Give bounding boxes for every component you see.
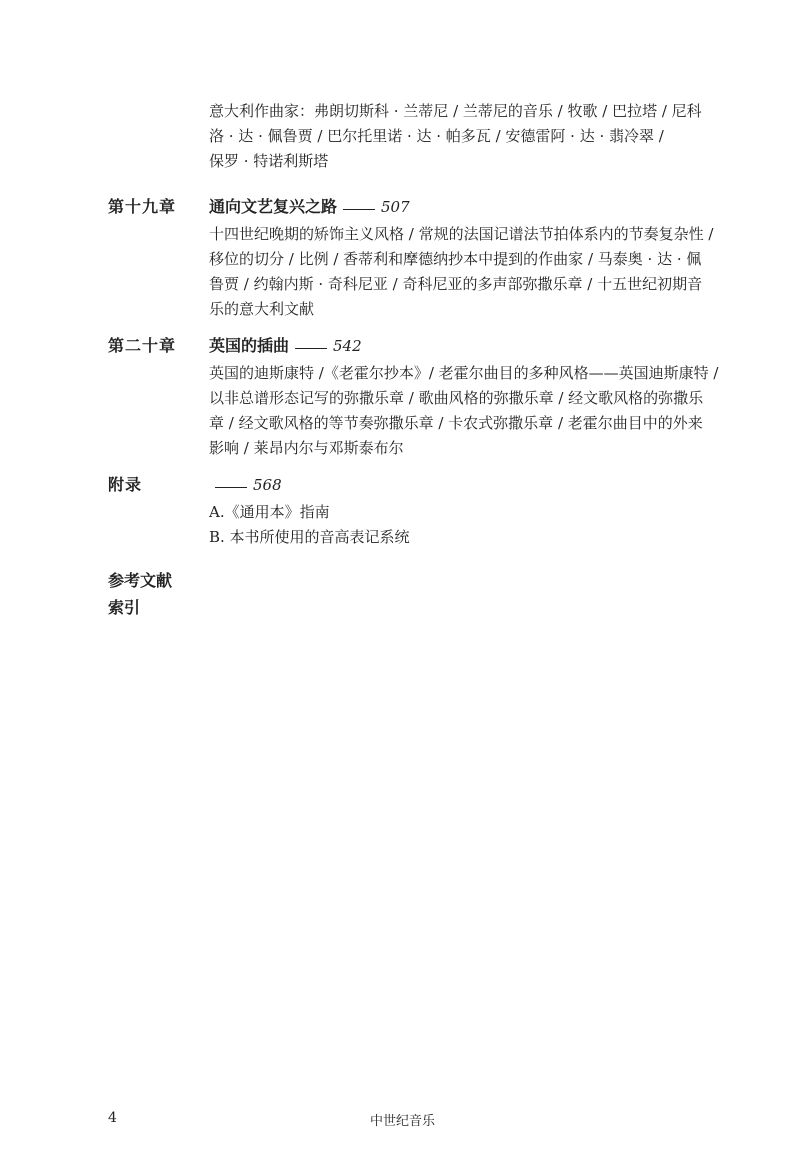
chapter-page: 542	[333, 337, 362, 355]
appendix-item: A.《通用本》指南	[209, 503, 330, 521]
running-footer-title: 中世纪音乐	[370, 1114, 436, 1129]
chapter-title: 英国的插曲	[209, 336, 290, 355]
chapter-title-line	[209, 333, 362, 359]
appendix-page: 568	[253, 476, 282, 494]
chapter-title-line	[209, 194, 410, 220]
page-number: 4	[108, 1110, 117, 1126]
summary-line: 乐的意大利文献	[209, 300, 315, 318]
appendix-label: 附录	[108, 475, 143, 494]
leader-line	[215, 487, 247, 488]
summary-line: 意大利作曲家：弗朗切斯科 · 兰蒂尼 / 兰蒂尼的音乐 / 牧歌 / 巴拉塔 / 尼科	[209, 102, 702, 120]
summary-line: 影响 / 莱昂内尔与邓斯泰布尔	[209, 439, 404, 457]
chapter-19-entry	[108, 194, 714, 322]
leader-line	[295, 348, 327, 349]
index-heading: 索引	[108, 598, 141, 617]
summary-line: 章 / 经文歌风格的等节奏弥撒乐章 / 卡农式弥撒乐章 / 老霍尔曲目中的外来	[209, 414, 703, 432]
chapter-summary	[209, 222, 714, 322]
summary-line: 以非总谱形态记写的弥撒乐章 / 歌曲风格的弥撒乐章 / 经文歌风格的弥撒乐	[209, 389, 704, 407]
bibliography-heading: 参考文献	[108, 571, 173, 590]
chapter-page: 507	[381, 198, 410, 216]
summary-line: 鲁贾 / 约翰内斯 · 奇科尼亚 / 奇科尼亚的多声部弥撒乐章 / 十五世纪初期音	[209, 275, 703, 293]
appendix-title-line	[209, 472, 282, 498]
chapter-number: 第十九章	[108, 197, 177, 216]
appendix-entry	[108, 472, 708, 550]
continued-chapter-summary	[209, 99, 702, 174]
appendix-items	[209, 500, 708, 550]
summary-line: 洛 · 达 · 佩鲁贾 / 巴尔托里诺 · 达 · 帕多瓦 / 安德雷阿 · 达 · 翡冷翠 /	[209, 127, 664, 145]
summary-line: 移位的切分 / 比例 / 香蒂利和摩德纳抄本中提到的作曲家 / 马泰奥 · 达 · 佩	[209, 250, 702, 268]
chapter-title: 通向文艺复兴之路	[209, 197, 338, 216]
chapter-20-entry	[108, 333, 719, 461]
summary-line: 英国的迪斯康特 /《老霍尔抄本》/ 老霍尔曲目的多种风格——英国迪斯康特 /	[209, 364, 719, 382]
summary-line: 十四世纪晚期的矫饰主义风格 / 常规的法国记谱法节拍体系内的节奏复杂性 /	[209, 225, 714, 243]
leader-line	[343, 209, 375, 210]
appendix-item: B. 本书所使用的音高表记系统	[209, 528, 410, 546]
chapter-number: 第二十章	[108, 336, 177, 355]
chapter-summary	[209, 361, 719, 461]
summary-line: 保罗 · 特诺利斯塔	[209, 152, 329, 170]
